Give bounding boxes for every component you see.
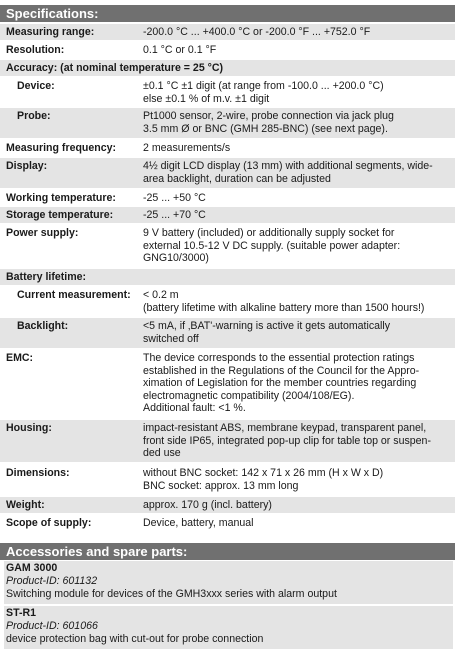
spec-value-line: established in the Regulations of the Council for the Appro- xyxy=(143,364,420,377)
spec-value-line: -25 ... +70 °C xyxy=(143,209,206,221)
spec-label: Housing: xyxy=(6,422,52,434)
spec-row-storage-temperature xyxy=(0,207,455,223)
spec-row-resolution xyxy=(0,42,455,58)
spec-value xyxy=(143,142,451,155)
spec-row-backlight xyxy=(0,318,455,348)
spec-label: Dimensions: xyxy=(6,467,70,479)
spec-label: Display: xyxy=(6,160,48,172)
spec-row-emc xyxy=(0,350,455,418)
spec-label: Scope of supply: xyxy=(6,517,92,529)
spec-value xyxy=(143,422,451,460)
spec-label: Probe: xyxy=(17,110,51,122)
spec-value-line: BNC socket: approx. 13 mm long xyxy=(143,479,299,492)
spec-label: Battery lifetime: xyxy=(6,271,87,283)
spec-value-line: -25 ... +50 °C xyxy=(143,192,206,204)
spec-value-line: 2 measurements/s xyxy=(143,142,231,154)
spec-label: Storage temperature: xyxy=(6,209,114,221)
spec-value xyxy=(143,320,451,345)
spec-value-line: else ±0.1 % of m.v. ±1 digit xyxy=(143,92,270,105)
spec-row-power-supply xyxy=(0,225,455,267)
spec-value xyxy=(143,44,451,57)
spec-value-line: approx. 170 g (incl. battery) xyxy=(143,499,272,511)
spec-row-battery-lifetime xyxy=(0,269,455,285)
accessory-description: Switching module for devices of the GMH3xxx series with alarm output xyxy=(6,588,337,600)
spec-value-line: 3.5 mm Ø or BNC (GMH 285-BNC) (see next page). xyxy=(143,122,388,135)
accessory-product-id: Product-ID: 601132 xyxy=(6,575,98,587)
spec-row-dimensions xyxy=(0,465,455,495)
specifications-header: Specifications: xyxy=(0,5,455,22)
spec-label: EMC: xyxy=(6,352,34,364)
spec-row-probe xyxy=(0,108,455,138)
spec-value xyxy=(143,209,451,222)
spec-value xyxy=(143,499,451,512)
accessory-name: GAM 3000 xyxy=(6,562,58,574)
spec-value-line: impact-resistant ABS, membrane keypad, transparent panel, xyxy=(143,422,427,434)
spec-value-line: external 10.5-12 V DC supply. (suitable power adapter: xyxy=(143,239,401,252)
spec-row-device xyxy=(0,78,455,108)
spec-value-line: (battery lifetime with alkaline battery more than 1500 hours!) xyxy=(143,301,425,314)
spec-label: Accuracy: (at nominal temperature = 25 °C) xyxy=(6,62,224,74)
spec-value-line: Additional fault: <1 %. xyxy=(143,402,246,415)
spec-value-line: without BNC socket: 142 x 71 x 26 mm (H x W x D) xyxy=(143,467,384,479)
spec-label: Working temperature: xyxy=(6,192,116,204)
spec-value-line: 0.1 °C or 0.1 °F xyxy=(143,44,217,56)
spec-row-current-measurement xyxy=(0,287,455,317)
spec-row-scope-of-supply xyxy=(0,515,455,531)
spec-value-line: 4½ digit LCD display (13 mm) with additional segments, wide- xyxy=(143,160,433,172)
spec-label: Resolution: xyxy=(6,44,65,56)
spec-value-line: electromagnetic compatibility (2004/108/EG). xyxy=(143,389,355,402)
spec-value-line: area backlight, duration can be adjusted xyxy=(143,172,331,185)
spec-value xyxy=(143,467,451,492)
spec-value-line: GNG10/3000) xyxy=(143,252,209,265)
spec-label: Weight: xyxy=(6,499,45,511)
spec-value-line: Device, battery, manual xyxy=(143,517,254,529)
spec-label: Measuring range: xyxy=(6,26,95,38)
spec-label: Device: xyxy=(17,80,55,92)
accessory-product-id: Product-ID: 601066 xyxy=(6,620,98,632)
spec-row-display xyxy=(0,158,455,188)
accessories-header: Accessories and spare parts: xyxy=(0,543,455,560)
spec-value-line: <5 mA, if ‚BAT'-warning is active it gets automatically xyxy=(143,320,391,332)
spec-row-weight xyxy=(0,497,455,513)
spec-value xyxy=(143,26,451,39)
spec-value xyxy=(143,192,451,205)
spec-value xyxy=(143,517,451,530)
spec-label: Measuring frequency: xyxy=(6,142,117,154)
spec-value-line: ximation of Legislation for the member countries regarding xyxy=(143,377,417,390)
spec-value xyxy=(143,352,451,415)
accessory-description: device protection bag with cut-out for probe connection xyxy=(6,633,264,645)
spec-value-line: ded use xyxy=(143,447,181,460)
spec-value-line: Pt1000 sensor, 2-wire, probe connection via jack plug xyxy=(143,110,394,122)
spec-value-line: front side IP65, integrated pop-up clip for table top or suspen- xyxy=(143,434,431,447)
spec-label: Power supply: xyxy=(6,227,79,239)
accessory-item xyxy=(4,606,453,649)
spec-label: Current measurement: xyxy=(17,289,131,301)
spec-row-working-temperature xyxy=(0,190,455,206)
spec-value-line: < 0.2 m xyxy=(143,289,179,301)
spec-value-line: 9 V battery (included) or additionally supply socket for xyxy=(143,227,395,239)
spec-value-line: -200.0 °C ... +400.0 °C or -200.0 °F ... +752.0 °F xyxy=(143,26,371,38)
spec-value-line: switched off xyxy=(143,332,199,345)
spec-value xyxy=(143,227,451,265)
spec-row-accuracy xyxy=(0,60,455,76)
spec-value-line: ±0.1 °C ±1 digit (at range from -100.0 ... +200.0 °C) xyxy=(143,80,384,92)
spec-row-housing xyxy=(0,420,455,462)
accessory-name: ST-R1 xyxy=(6,607,37,619)
spec-value xyxy=(143,110,451,135)
spec-value xyxy=(143,160,451,185)
spec-label: Backlight: xyxy=(17,320,69,332)
spec-value xyxy=(143,80,451,105)
spec-value-line: The device corresponds to the essential protection ratings xyxy=(143,352,415,364)
spec-row-measuring-range xyxy=(0,24,455,40)
spec-value xyxy=(143,289,451,314)
accessory-item xyxy=(4,561,453,604)
spec-row-measuring-frequency xyxy=(0,140,455,156)
